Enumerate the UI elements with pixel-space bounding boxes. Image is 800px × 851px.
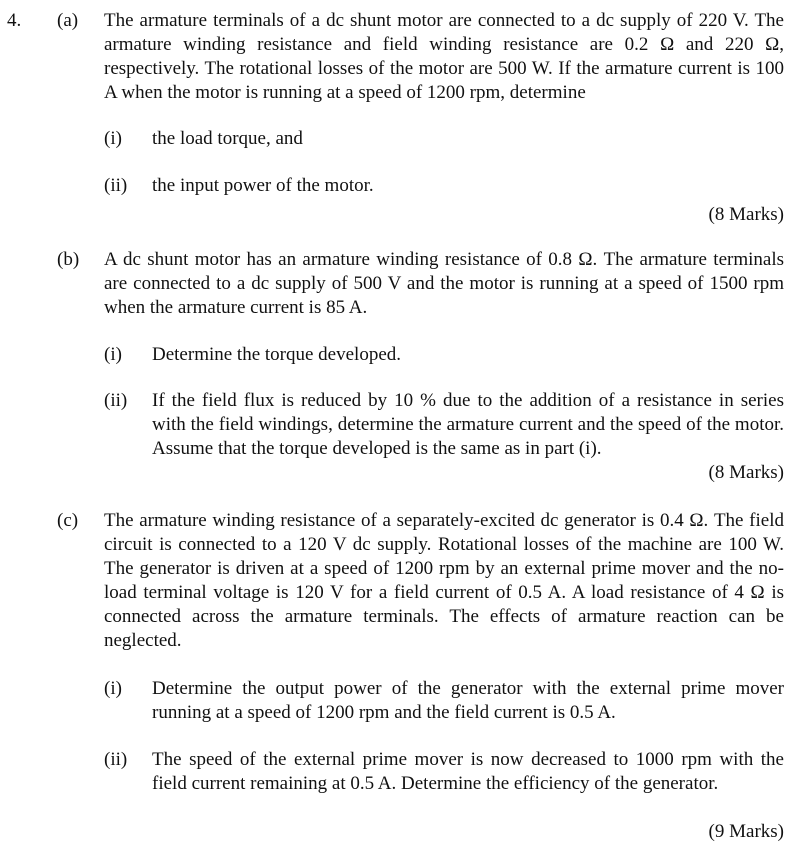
part-b-sub-ii-text: If the field flux is reduced by 10 % due to the addition of a resistance in series with the field windings, determine the armature current and the speed of the motor. Assume that the torque developed is the same as in part (i). — [152, 390, 784, 459]
part-a-sub-i — [104, 127, 784, 151]
part-b-label: (b) — [57, 249, 80, 270]
part-b-marks: (8 Marks) — [708, 462, 784, 483]
part-a-marks: (8 Marks) — [708, 204, 784, 225]
part-c-sub-ii — [104, 748, 784, 796]
part-c-sub-ii-text: The speed of the external prime mover is now decreased to 1000 rpm with the field current remaining at 0.5 A. Determine the efficiency of the generator. — [152, 749, 784, 794]
question-number: 4. — [7, 10, 22, 31]
part-b-sub-i-label: (i) — [104, 344, 122, 365]
part-b — [57, 248, 787, 485]
part-c-text: The armature winding resistance of a separately-excited dc generator is 0.4 Ω. The field circuit is connected to a 120 V dc supply. Rotational losses of the machine are 100 W. The generator is driven at a speed of 1200 rpm by an external prime mover and the no-load terminal voltage is 120 V for a field current of 0.5 A. A load resistance of 4 Ω is connected across the armature terminals. The effects of armature reaction can be neglected. — [104, 510, 784, 651]
part-a-sub-i-text: the load torque, and — [152, 128, 303, 149]
part-a-label: (a) — [57, 10, 79, 31]
part-a-sub-ii — [104, 174, 784, 198]
part-a-sub-ii-label: (ii) — [104, 175, 128, 196]
part-c-label: (c) — [57, 510, 79, 531]
part-b-text: A dc shunt motor has an armature winding resistance of 0.8 Ω. The armature terminals are connected to a dc supply of 500 V and the motor is running at a speed of 1500 rpm when the armature current is 85 A. — [104, 249, 784, 318]
part-c-marks: (9 Marks) — [708, 821, 784, 842]
part-a-sub-i-label: (i) — [104, 128, 122, 149]
part-c — [57, 509, 787, 844]
part-b-sub-ii-label: (ii) — [104, 390, 128, 411]
part-c-sub-i-text: Determine the output power of the generator with the external prime mover running at a speed of 1200 rpm and the field current is 0.5 A. — [152, 678, 784, 723]
part-c-sub-ii-label: (ii) — [104, 749, 128, 770]
part-a-text: The armature terminals of a dc shunt motor are connected to a dc supply of 220 V. The armature winding resistance and field winding resistance are 0.2 Ω and 220 Ω, respectively. The rotational losses of the motor are 500 W. If the armature current is 100 A when the motor is running at a speed of 1200 rpm, determine — [104, 10, 784, 103]
part-b-sub-i-text: Determine the torque developed. — [152, 344, 402, 365]
part-b-sub-ii — [104, 389, 784, 461]
part-b-sub-i — [104, 343, 784, 367]
part-a — [57, 9, 787, 227]
part-a-sub-ii-text: the input power of the motor. — [152, 175, 374, 196]
part-c-sub-i — [104, 677, 784, 725]
part-c-sub-i-label: (i) — [104, 678, 122, 699]
